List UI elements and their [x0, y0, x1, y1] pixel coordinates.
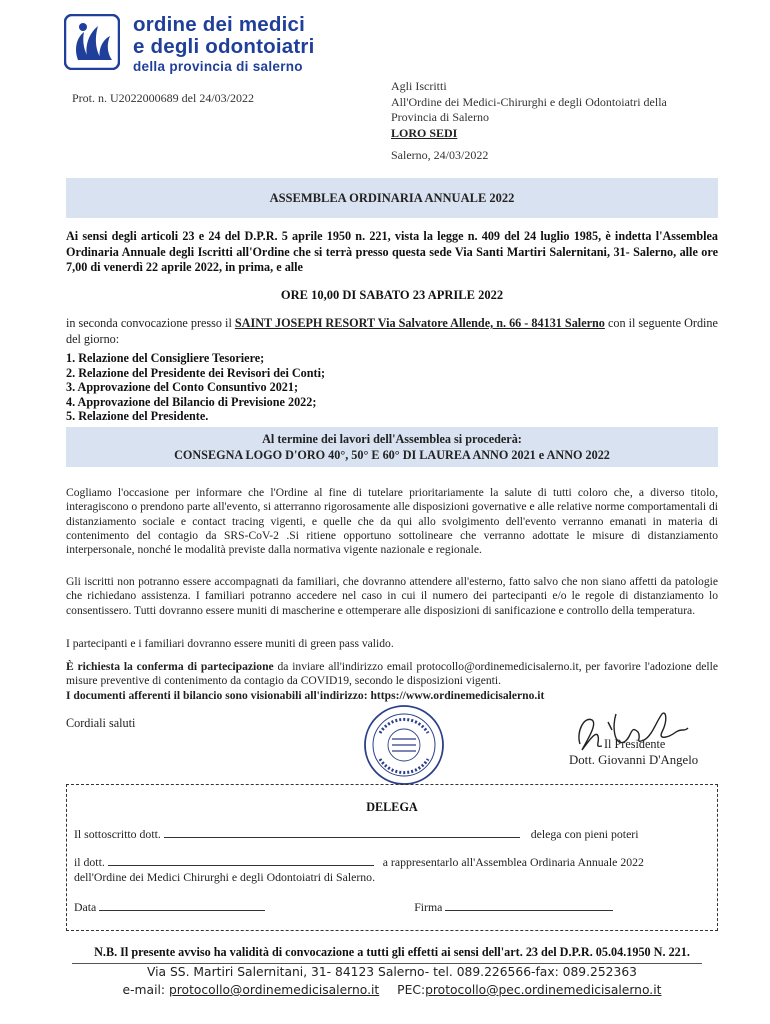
agenda-list	[66, 351, 325, 424]
delegate-name-field[interactable]	[108, 856, 374, 866]
addressee-line: Provincia di Salerno	[391, 110, 489, 124]
greeting: Cordiali saluti	[66, 716, 136, 730]
logo-line-3: della provincia di salerno	[133, 59, 303, 74]
info-paragraph: Gli iscritti non potranno essere accompagnati da familiari, che dovranno attendere all'esterno, fatto salvo che non siano affetti da patologie che richiedano assistenza. I familiari potranno accedere nel caso in cui il numero dei partecipanti e/o le regole di distanziamento lo consentissero. Tutti dovranno essere muniti di mascherine e ottemperare alle disposizioni di sanificazione e controllo della temperatura.	[66, 575, 718, 617]
delega-line-date-sign	[74, 900, 700, 915]
delega-label: delega con pieni poteri	[530, 827, 639, 841]
addressee-block	[391, 79, 711, 141]
closing-banner-line1: Al termine dei lavori dell'Assemblea si procederà:	[262, 432, 522, 446]
delega-label: dell'Ordine dei Medici Chirurghi e degli Odontoiatri di Salerno.	[74, 870, 376, 884]
documents-note: I documenti afferenti il bilancio sono visionabili all'indirizzo: https://www.ordinemedicisalerno.it	[66, 688, 545, 702]
confirmation-rest: da inviare all'indirizzo email protocollo@ordinemedicisalerno.it, per favorire l'adozione delle misure preventive di contenimento da contagio da COVID19, secondo le disposizioni vigenti.	[66, 660, 718, 688]
confirmation-paragraph	[66, 660, 718, 703]
second-convocation-time: ORE 10,00 DI SABATO 23 APRILE 2022	[280, 288, 504, 302]
agenda-item: 5. Relazione del Presidente.	[66, 409, 209, 424]
info-paragraph: Cogliamo l'occasione per informare che l'Ordine al fine di tutelare prioritariamente la salute di tutti coloro che, a diverso titolo, interagiscono o prendono parte all'evento, si atterranno rigorosamente alle disposizioni governative e alle relative norme comportamentali di distanziamento sociale e contact tracing vigenti, e quelle che da qui allo svolgimento dell'evento verranno emanati in materia di contenimento del contagio da SRS-CoV-2 .Si ritiene opportuno sottolineare che verranno adottate le misure di distanziamento interpersonale, nonché le modalità previste dalla normativa vigente nazionale e regionale.	[66, 486, 718, 557]
logo-line-1: ordine dei medici	[133, 13, 305, 36]
agenda-item: 4. Approvazione del Bilancio di Previsione 2022;	[66, 394, 317, 409]
signature-name: Dott. Giovanni D'Angelo	[569, 753, 699, 767]
ordine-logo-icon	[64, 14, 120, 70]
venue: SAINT JOSEPH RESORT Via Salvatore Allende, n. 66 - 84131 Salerno	[234, 316, 605, 330]
agenda-item: 2. Relazione del Presidente dei Revisori dei Conti;	[66, 365, 326, 380]
footer-address: Via SS. Martiri Salernitani, 31- 84123 Salerno- tel. 089.226566-fax: 089.252363	[147, 965, 637, 979]
signature-field[interactable]	[445, 901, 613, 911]
convocation-paragraph	[66, 316, 718, 347]
convocation-suffix: con il seguente Ordine del giorno:	[66, 316, 718, 346]
logo-wordmark	[133, 14, 314, 76]
agenda-item: 1. Relazione del Consigliere Tesoriere;	[66, 351, 265, 365]
official-stamp-icon	[362, 703, 446, 787]
addressee-line: LORO SEDI	[391, 125, 458, 140]
agenda-item: 3. Approvazione del Conto Consuntivo 2021;	[66, 380, 299, 395]
email-link[interactable]: protocollo@ordinemedicisalerno.it	[168, 983, 380, 997]
closing-banner-line2: CONSEGNA LOGO D'ORO 40°, 50° E 60° DI LAUREA ANNO 2021 e ANNO 2022	[174, 448, 610, 462]
pec-link[interactable]: protocollo@pec.ordinemedicisalerno.it	[425, 983, 662, 997]
protocol-number: Prot. n. U2022000689 del 24/03/2022	[72, 91, 254, 105]
title-banner: ASSEMBLEA ORDINARIA ANNUALE 2022	[66, 178, 718, 218]
addressee-line: Agli Iscritti	[391, 79, 447, 93]
delega-label: Il sottoscritto dott.	[74, 827, 161, 841]
delegator-name-field[interactable]	[164, 828, 520, 838]
confirmation-bold: È richiesta la conferma di partecipazione	[66, 660, 274, 673]
date-field[interactable]	[99, 901, 265, 911]
delega-line-2	[74, 855, 700, 885]
pec-label: PEC:	[397, 983, 426, 997]
delega-label: a rappresentarlo all'Assemblea Ordinaria Annuale 2022	[382, 855, 644, 869]
delega-title: DELEGA	[366, 800, 418, 814]
legal-note: N.B. Il presente avviso ha validità di convocazione a tutti gli effetti ai sensi dell'art. 23 del D.P.R. 05.04.1950 N. 221.	[94, 945, 690, 959]
delega-label: il dott.	[74, 855, 105, 869]
convocation-prefix: in seconda convocazione presso il	[66, 316, 235, 330]
footer-contacts	[66, 983, 718, 997]
signature-role: Il Presidente	[604, 737, 666, 751]
data-label: Data	[74, 900, 97, 914]
logo-line-2: e degli odontoiatri	[133, 35, 315, 58]
footer-divider	[72, 963, 702, 964]
letter-date: Salerno, 24/03/2022	[391, 148, 489, 162]
intro-paragraph: Ai sensi degli articoli 23 e 24 del D.P.R. 5 aprile 1950 n. 221, vista la legge n. 409 del 24 luglio 1985, è indetta l'Assemblea Ordinaria Annuale degli Iscritti all'Ordine che si terrà presso questa sede Via Santi Martiri Salernitani, 31- Salerno, alle ore 7,00 di venerdì 22 aprile 2022, in prima, e alle	[66, 229, 718, 274]
info-paragraph: I partecipanti e i familiari dovranno essere muniti di green pass valido.	[66, 637, 394, 650]
closing-banner	[66, 427, 718, 467]
addressee-line: All'Ordine dei Medici-Chirurghi e degli Odontoiatri della	[391, 94, 667, 109]
firma-label: Firma	[414, 900, 443, 914]
email-label: e-mail:	[122, 983, 169, 997]
delega-line-1	[74, 827, 700, 842]
